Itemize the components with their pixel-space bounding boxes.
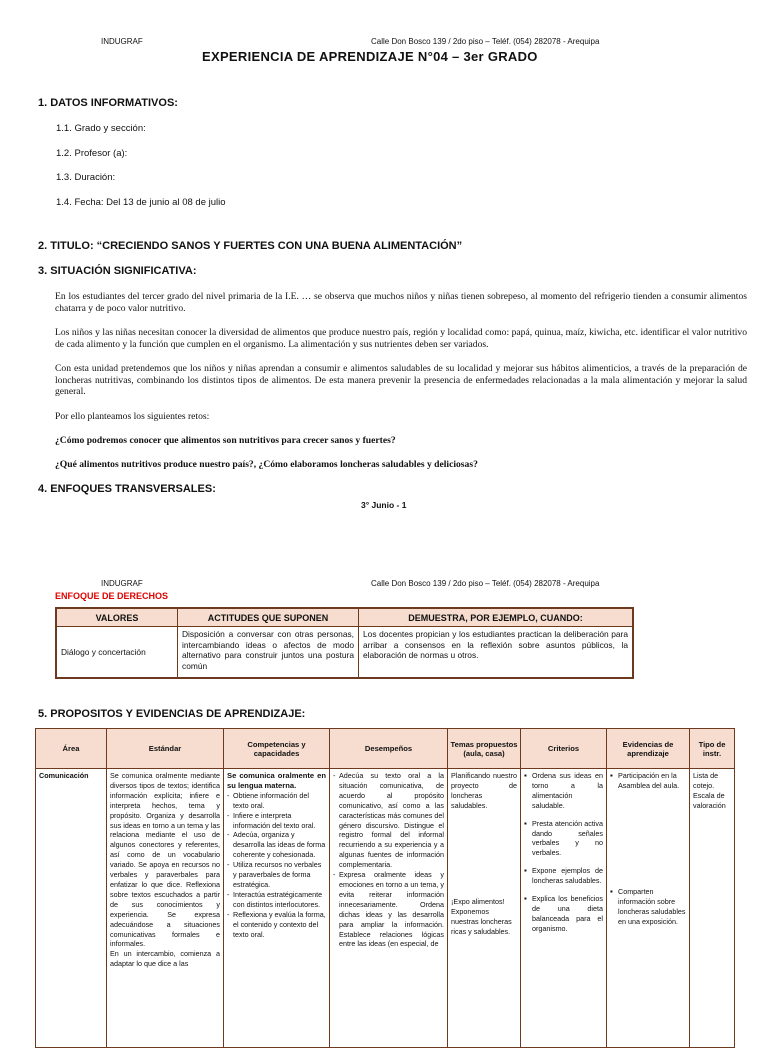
- capacidad-item: - Reflexiona y evalúa la forma, el contenido y contexto del texto oral.: [233, 910, 326, 940]
- col-instrumento: Tipo de instr.: [690, 729, 735, 769]
- situacion-paragraph: Con esta unidad pretendemos que los niños y niñas aprendan a consumir e alimentos saludables de su localidad y mejorar sus hábitos alimenticios, a través de la preparación de loncheras nutritivas, combinando los distintos tipos de alimentos. De esta manera prevenir la presencia de enfermedades relacionadas a la mala alimentación y mejorar la salud general.: [55, 363, 747, 397]
- capacidad-item: - Utiliza recursos no verbales y paraverbales de forma estratégica.: [233, 860, 326, 890]
- criterio-item: ▪ Explica los beneficios de una dieta balanceada para el organismo.: [532, 894, 603, 934]
- page-title: EXPERIENCIA DE APRENDIZAJE N°04 – 3er GRADO: [202, 49, 538, 64]
- header-company: INDUGRAF: [101, 37, 143, 46]
- evidencia-item: ▪ Participación en la Asamblea del aula.: [618, 771, 686, 791]
- enfoque-label: ENFOQUE DE DERECHOS: [55, 591, 169, 601]
- enfoque-col-actitudes: ACTITUDES QUE SUPONEN: [178, 608, 359, 627]
- instrumento-cell: [690, 769, 735, 1048]
- criterio-item: ▪ Expone ejemplos de loncheras saludables.: [532, 866, 603, 886]
- tema-item: Planificando nuestro proyecto de loncheras saludables.: [451, 771, 517, 810]
- col-temas: Temas propuestos (aula, casa): [448, 729, 521, 769]
- evidencias-cell: [607, 769, 690, 1048]
- col-desempenos: Desempeños: [330, 729, 448, 769]
- enfoque-valor: Diálogo y concertación: [56, 627, 178, 678]
- temas-cell: [448, 769, 521, 1048]
- capacidad-item: - Adecúa, organiza y desarrolla las ideas de forma coherente y cohesionada.: [233, 830, 326, 860]
- estandar-text: Se comunica oralmente mediante diversos tipos de textos; identifica información explícita; infiere e interpreta hechos, tema y propósito. Organiza y desarrolla sus ideas en torno a un tema y las relaciona mediante el uso de algunos conectores y referentes, así como de un vocabulario variado. Se apoya en recursos no verbales y paraverbales para enfatizar lo que dice. Reflexiona sobre textos escuchados a partir de sus conocimientos y experiencia. Se expresa adecuándose a situaciones comunicativas formales e informales.: [110, 771, 220, 949]
- situacion-heading: 3. SITUACIÓN SIGNIFICATIVA:: [38, 265, 197, 277]
- col-area: Área: [36, 729, 107, 769]
- instrumento-item: Lista de cotejo.: [693, 771, 719, 790]
- estandar-text-2: En un intercambio, comienza a adaptar lo que dice a las: [110, 949, 220, 969]
- competencias-cell: [224, 769, 330, 1048]
- col-criterios: Criterios: [521, 729, 607, 769]
- area-cell: Comunicación: [36, 769, 107, 1048]
- criterio-item: ▪ Ordena sus ideas en torno a la alimentación saludable.: [532, 771, 603, 811]
- propositos-table: [35, 728, 735, 1048]
- page-footer: 3° Junio - 1: [361, 500, 407, 510]
- enfoque-col-valores: VALORES: [56, 608, 178, 627]
- col-evidencias: Evidencias de aprendizaje: [607, 729, 690, 769]
- reto-question: ¿Qué alimentos nutritivos produce nuestro país?, ¿Cómo elaboramos loncheras saludables y deliciosas?: [55, 459, 478, 470]
- col-estandar: Estándar: [107, 729, 224, 769]
- datos-fecha: 1.4. Fecha: Del 13 de junio al 08 de julio: [56, 197, 226, 208]
- header-company: INDUGRAF: [101, 579, 143, 588]
- datos-grado: 1.1. Grado y sección:: [56, 123, 146, 134]
- header-address: Calle Don Bosco 139 / 2do piso – Teléf. (054) 282078 - Arequipa: [371, 37, 600, 46]
- desempeno-item: - Expresa oralmente ideas y emociones en torno a un tema, y evita reiterar información innecesariamente. Ordena dichas ideas y las desarrolla para ampliar la información. Establece relaciones lógicas entre las ideas (en especial, de: [339, 870, 444, 949]
- enfoque-col-demuestra: DEMUESTRA, POR EJEMPLO, CUANDO:: [359, 608, 634, 627]
- header-address: Calle Don Bosco 139 / 2do piso – Teléf. (054) 282078 - Arequipa: [371, 579, 600, 588]
- enfoque-ejemplo: Los docentes propician y los estudiantes practican la deliberación para arribar a consensos en la reflexión sobre asuntos públicos, la elaboración de normas u otros.: [359, 627, 634, 678]
- instrumento-item: Escala de valoración: [693, 790, 726, 810]
- enfoque-actitud: Disposición a conversar con otras personas, intercambiando ideas o afectos de modo alternativo para construir juntos una postura común: [178, 627, 359, 678]
- reto-question: ¿Cómo podremos conocer que alimentos son nutritivos para crecer sanos y fuertes?: [55, 435, 396, 446]
- competencia-title: Se comunica oralmente en su lengua materna.: [227, 771, 326, 790]
- capacidad-item: - Obtiene información del texto oral.: [233, 791, 326, 811]
- situacion-paragraph: Los niños y las niñas necesitan conocer la diversidad de alimentos que produce nuestro país, región y localidad como: papá, quinua, maíz, kiwicha, etc. identificar el valor nutritivo de cada alimento y la función que cumplen en el organismo. La alimentación y sus nutrientes deben ser variados.: [55, 327, 747, 350]
- datos-duracion: 1.3. Duración:: [56, 172, 116, 183]
- evidencia-item: ▪ Comparten información sobre loncheras saludables en una exposición.: [618, 887, 686, 927]
- capacidad-item: - Interactúa estratégicamente con distintos interlocutores.: [233, 890, 326, 910]
- tema-item: ¡Expo alimentos! Exponemos nuestras loncheras ricas y saludables.: [451, 897, 512, 936]
- criterios-cell: [521, 769, 607, 1048]
- datos-profesor: 1.2. Profesor (a):: [56, 148, 128, 159]
- propositos-heading: 5. PROPOSITOS Y EVIDENCIAS DE APRENDIZAJE:: [38, 708, 306, 720]
- titulo-heading: 2. TITULO: “CRECIENDO SANOS Y FUERTES CON UNA BUENA ALIMENTACIÓN”: [38, 240, 463, 252]
- situacion-paragraph: Por ello planteamos los siguientes retos:: [55, 411, 210, 422]
- criterio-item: ▪ Presta atención activa dando señales verbales y no verbales.: [532, 819, 603, 859]
- enfoques-heading: 4. ENFOQUES TRANSVERSALES:: [38, 483, 216, 495]
- situacion-paragraph: En los estudiantes del tercer grado del nivel primaria de la I.E. … se observa que muchos niños y niñas tienen sobrepeso, al momento del refrigerio tienden a consumir alimentos chatarra y de poco valor nutritivo.: [55, 291, 747, 314]
- capacidad-item: - Infiere e interpreta información del texto oral.: [233, 811, 326, 831]
- datos-heading: 1. DATOS INFORMATIVOS:: [38, 97, 178, 109]
- estandar-cell: [107, 769, 224, 1048]
- desempeno-item: - Adecúa su texto oral a la situación comunicativa, de acuerdo al propósito comunicativo, así como a las características más comunes del género discursivo. Distingue el registro formal del informal recurriendo a su experiencia y a algunas fuentes de información complementaria.: [339, 771, 444, 870]
- enfoque-table: [55, 607, 634, 679]
- col-competencias: Competencias y capacidades: [224, 729, 330, 769]
- desempenos-cell: [330, 769, 448, 1048]
